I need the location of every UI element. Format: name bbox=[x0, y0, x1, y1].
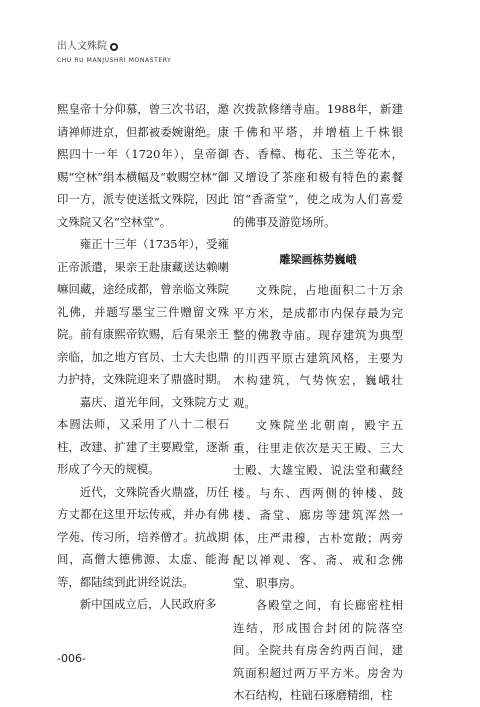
right-text-column bbox=[233, 98, 403, 707]
running-header-title bbox=[57, 40, 171, 53]
paragraph: 文殊院坐北朝南，殿宇五重，往里走依次是天王殿、三大士殿、大雄宝殿、说法堂和藏经楼。与东、西两侧的钟楼、鼓楼、斋堂、廊房等建筑浑然一体，庄严肃穆，古朴宽敞；两旁配以禅观、客、斋、戒和念佛堂、职事房。 bbox=[233, 418, 403, 590]
paragraph: 近代，文殊院香火鼎盛，历任方丈都在这里开坛传戒，并办有佛学苑、传习所，培养僧才。抗战期间，高僧大德佛源、太虚、能海等，都陆续到此讲经说法。 bbox=[57, 484, 229, 589]
running-header bbox=[57, 40, 171, 64]
page-number: -006- bbox=[57, 652, 86, 665]
paragraph: 新中国成立后，人民政府多 bbox=[79, 597, 217, 611]
paragraph: 次拨款修缮寺庙。1988年，新建千佛和平塔，并增植上千株银杏、香樟、梅花、玉兰等花木，又增设了茶座和极有特色的素餐馆“香斋堂”，使之成为人们喜爱的佛事及游览场所。 bbox=[233, 102, 403, 229]
book-title: 出人文殊院 bbox=[57, 41, 107, 52]
paragraph: 熙皇帝十分仰慕，曾三次书诏，邀请禅师进京，但都被委婉谢绝。康熙四十一年（1720年），皇帝御赐“空林”绢本横幅及“敕赐空林”御印一方，派专使送抵文殊院，因此文殊院又名“空林堂”。 bbox=[57, 102, 229, 229]
paragraph: 各殿堂之间，有长廊密柱相连结，形成围合封闭的院落空间。全院共有房舍约两百间，建筑面积超过两万平方米。房舍为木石结构，柱础石琢磨精细，柱 bbox=[233, 598, 403, 702]
circle-ornament-icon bbox=[110, 43, 118, 51]
book-subtitle: CHU RU MANJUSHRI MONASTERY bbox=[57, 57, 172, 64]
paragraph: 文殊院，占地面积二十万余平方米，是成都市内保存最为完整的佛教寺庙。现存建筑为典型的川西平原古建筑风格，主要为木构建筑，气势恢宏，巍峨壮观。 bbox=[233, 283, 403, 410]
paragraph: 嘉庆、道光年间，文殊院方丈本圆法师，又采用了八十二根石柱，改建、扩建了主要殿堂，逐渐形成了今天的规模。 bbox=[57, 394, 229, 476]
paragraph: 雍正十三年（1735年），受雍正帝派遣，果亲王赴康藏送达赖喇嘛回藏，途经成都，曾亲临文殊院礼佛，并题写墨宝三件赠留文殊院。前有康熙帝钦赐，后有果亲王亲临，加之地方官员、士大夫也鼎力护持，文殊院迎来了鼎盛时期。 bbox=[57, 237, 229, 386]
section-heading: 雕梁画栋势巍峨 bbox=[279, 253, 357, 266]
left-text-column bbox=[57, 98, 229, 616]
